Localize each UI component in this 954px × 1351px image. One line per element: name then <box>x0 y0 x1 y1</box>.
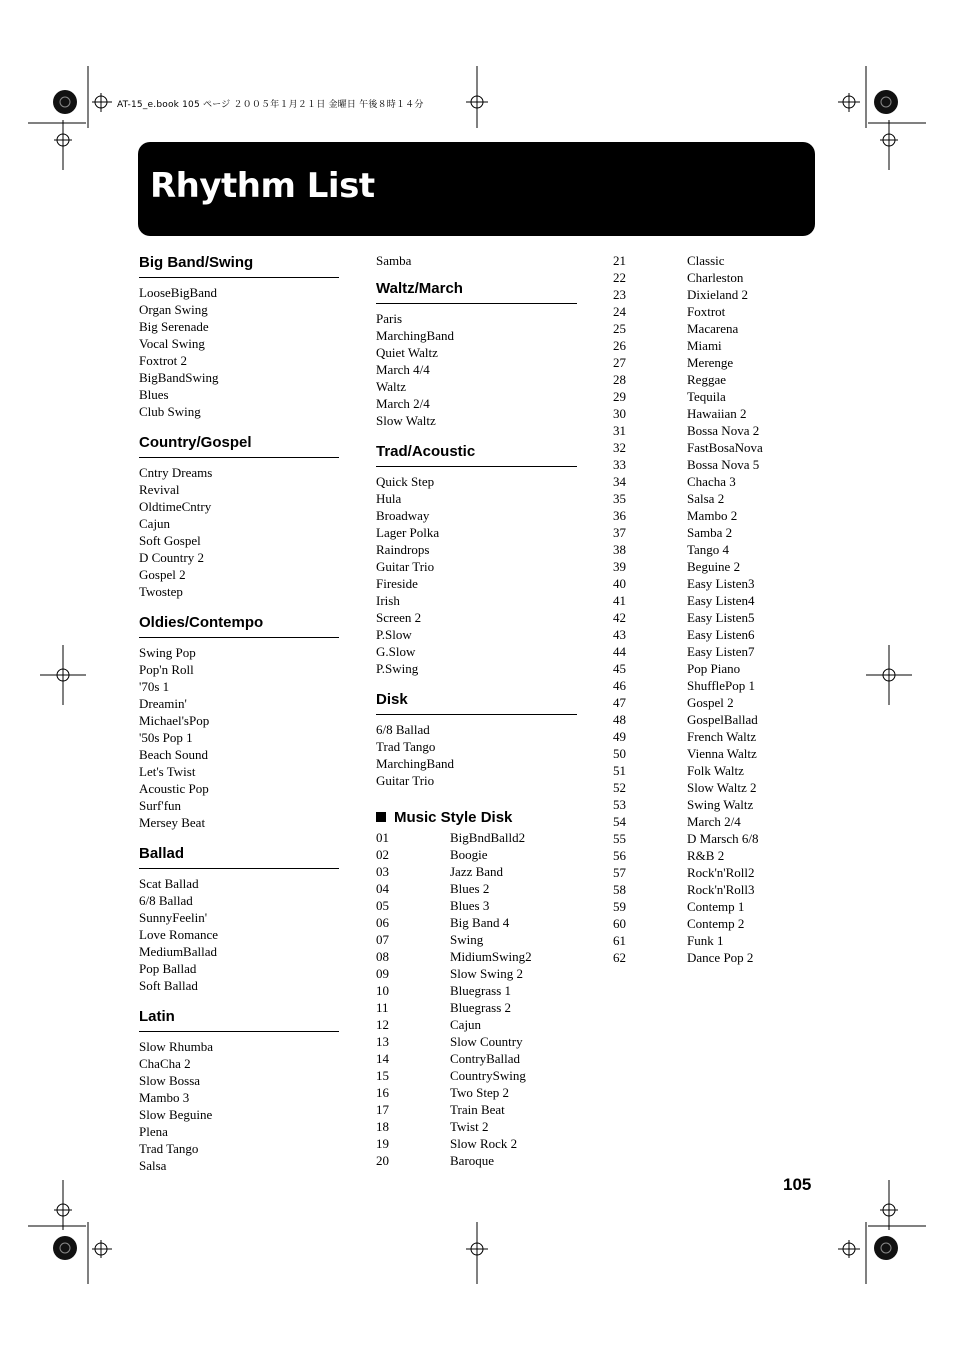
rhythm-row <box>613 354 814 371</box>
rhythm-row <box>376 1118 577 1135</box>
rhythm-row <box>613 864 814 881</box>
rhythm-number: 60 <box>613 916 626 931</box>
list-item: Plena <box>139 1124 168 1139</box>
rhythm-number: 02 <box>376 847 389 862</box>
rhythm-name: Hawaiian 2 <box>687 406 747 421</box>
rhythm-name: ShufflePop 1 <box>687 678 756 693</box>
list-item: MarchingBand <box>376 756 454 771</box>
rhythm-name: Twist 2 <box>450 1119 489 1134</box>
rhythm-row <box>613 830 814 847</box>
rhythm-number: 45 <box>613 661 626 676</box>
rhythm-number: 47 <box>613 695 626 710</box>
list-item: SunnyFeelin' <box>139 910 208 925</box>
rhythm-number: 32 <box>613 440 626 455</box>
rhythm-name: ContryBallad <box>450 1051 521 1066</box>
list-item: Paris <box>376 311 402 326</box>
rhythm-number: 39 <box>613 559 626 574</box>
list-item: Foxtrot 2 <box>139 353 188 368</box>
rhythm-row <box>376 982 577 999</box>
rhythm-name: March 2/4 <box>687 814 741 829</box>
list-item: Slow Bossa <box>139 1073 201 1088</box>
rhythm-row <box>613 898 814 915</box>
rhythm-number: 26 <box>613 338 626 353</box>
rhythm-number: 59 <box>613 899 626 914</box>
rhythm-number: 11 <box>376 1000 389 1015</box>
list-item: ChaCha 2 <box>139 1056 191 1071</box>
list-item: Samba <box>376 253 412 268</box>
rhythm-number: 28 <box>613 372 626 387</box>
rhythm-name: Big Band 4 <box>450 915 510 930</box>
rhythm-number: 52 <box>613 780 626 795</box>
list-item: Scat Ballad <box>139 876 199 891</box>
rhythm-row <box>613 320 814 337</box>
rhythm-number: 61 <box>613 933 626 948</box>
list-item: Raindrops <box>376 542 430 557</box>
rhythm-number: 03 <box>376 864 389 879</box>
list-item: D Country 2 <box>139 550 204 565</box>
list-item: Soft Gospel <box>139 533 201 548</box>
page-title: Rhythm List <box>150 166 375 206</box>
rhythm-name: Jazz Band <box>450 864 504 879</box>
list-item: Vocal Swing <box>139 336 205 351</box>
rhythm-name: Beguine 2 <box>687 559 741 574</box>
rhythm-row <box>376 931 577 948</box>
rhythm-number: 42 <box>613 610 626 625</box>
rhythm-row <box>376 863 577 880</box>
rhythm-number: 27 <box>613 355 626 370</box>
rhythm-number: 43 <box>613 627 626 642</box>
rhythm-row <box>613 541 814 558</box>
rhythm-name: Samba 2 <box>687 525 733 540</box>
rhythm-name: Bossa Nova 2 <box>687 423 760 438</box>
rhythm-row <box>613 745 814 762</box>
rhythm-row <box>613 388 814 405</box>
rhythm-number: 14 <box>376 1051 389 1066</box>
rhythm-number: 22 <box>613 270 626 285</box>
rhythm-row <box>376 948 577 965</box>
rhythm-number: 36 <box>613 508 626 523</box>
list-item: Salsa <box>139 1158 167 1173</box>
rhythm-row <box>376 1033 577 1050</box>
rhythm-name: CountrySwing <box>450 1068 526 1083</box>
list-item: MarchingBand <box>376 328 454 343</box>
rhythm-row <box>613 847 814 864</box>
rhythm-row <box>613 371 814 388</box>
rhythm-name: Slow Rock 2 <box>450 1136 518 1151</box>
list-item: March 4/4 <box>376 362 430 377</box>
rhythm-name: Contemp 1 <box>687 899 745 914</box>
rhythm-name: Bluegrass 1 <box>450 983 512 998</box>
rhythm-name: GospelBallad <box>687 712 758 727</box>
list-item: Acoustic Pop <box>139 781 209 796</box>
rhythm-row <box>613 507 814 524</box>
rhythm-number: 57 <box>613 865 626 880</box>
rhythm-name: Gospel 2 <box>687 695 734 710</box>
rhythm-row <box>613 762 814 779</box>
list-item: Slow Beguine <box>139 1107 213 1122</box>
rhythm-row <box>613 524 814 541</box>
rhythm-number: 29 <box>613 389 626 404</box>
rhythm-number: 37 <box>613 525 626 540</box>
rhythm-number: 17 <box>376 1102 389 1117</box>
rhythm-name: Easy Listen5 <box>687 610 755 625</box>
rhythm-row <box>376 914 577 931</box>
rhythm-row <box>376 880 577 897</box>
print-header: AT-15_e.book 105 ページ ２００５年１月２１日 金曜日 午後８時１４分 <box>117 100 424 110</box>
rhythm-name: Tango 4 <box>687 542 730 557</box>
rhythm-name: Easy Listen4 <box>687 593 755 608</box>
rhythm-number: 06 <box>376 915 389 930</box>
rhythm-number: 07 <box>376 932 389 947</box>
rhythm-number: 49 <box>613 729 626 744</box>
music-style-disk-list <box>376 829 577 1169</box>
rhythm-number: 40 <box>613 576 626 591</box>
list-item: Pop Ballad <box>139 961 197 976</box>
rhythm-name: Dixieland 2 <box>687 287 749 302</box>
list-item: 6/8 Ballad <box>376 722 430 737</box>
list-item: Screen 2 <box>376 610 422 625</box>
rhythm-row <box>613 490 814 507</box>
rhythm-row <box>613 949 814 966</box>
rhythm-number: 48 <box>613 712 626 727</box>
rhythm-row <box>613 558 814 575</box>
section-heading-trad-acoustic: Trad/Acoustic <box>376 441 577 467</box>
rhythm-name: French Waltz <box>687 729 757 744</box>
rhythm-row <box>613 575 814 592</box>
rhythm-row <box>613 813 814 830</box>
rhythm-name: Chacha 3 <box>687 474 736 489</box>
rhythm-name: Classic <box>687 253 725 268</box>
list-item: Lager Polka <box>376 525 440 540</box>
rhythm-row <box>613 779 814 796</box>
rhythm-number: 56 <box>613 848 626 863</box>
rhythm-name: Charleston <box>687 270 744 285</box>
list-item: MediumBallad <box>139 944 217 959</box>
rhythm-row <box>376 999 577 1016</box>
rhythm-name: MidiumSwing2 <box>450 949 532 964</box>
rhythm-number: 12 <box>376 1017 389 1032</box>
rhythm-name: Bossa Nova 5 <box>687 457 760 472</box>
rhythm-name: Foxtrot <box>687 304 726 319</box>
list-item: Hula <box>376 491 402 506</box>
rhythm-name: Merenge <box>687 355 734 370</box>
rhythm-name: Easy Listen6 <box>687 627 755 642</box>
list-item: P.Swing <box>376 661 419 676</box>
list-item: Mersey Beat <box>139 815 206 830</box>
rhythm-number: 33 <box>613 457 626 472</box>
list-item: Big Serenade <box>139 319 209 334</box>
list-item: Michael'sPop <box>139 713 210 728</box>
rhythm-row <box>376 1050 577 1067</box>
rhythm-number: 62 <box>613 950 626 965</box>
rhythm-name: Reggae <box>687 372 726 387</box>
rhythm-number: 20 <box>376 1153 389 1168</box>
rhythm-row <box>613 643 814 660</box>
list-item: Trad Tango <box>376 739 436 754</box>
list-item: Slow Rhumba <box>139 1039 214 1054</box>
section-heading-ballad: Ballad <box>139 843 339 869</box>
rhythm-number: 19 <box>376 1136 389 1151</box>
rhythm-number: 35 <box>613 491 626 506</box>
rhythm-number: 24 <box>613 304 626 319</box>
list-item: Guitar Trio <box>376 559 435 574</box>
rhythm-number: 04 <box>376 881 389 896</box>
rhythm-row <box>376 1067 577 1084</box>
section-heading-oldies-contempo: Oldies/Contempo <box>139 612 339 638</box>
column-1 <box>139 252 339 1186</box>
rhythm-name: Macarena <box>687 321 739 336</box>
rhythm-row <box>613 626 814 643</box>
square-bullet-icon <box>376 812 386 822</box>
rhythm-number: 50 <box>613 746 626 761</box>
rhythm-name: Swing <box>450 932 484 947</box>
rhythm-row <box>376 1135 577 1152</box>
rhythm-row <box>613 337 814 354</box>
list-item: Irish <box>376 593 400 608</box>
rhythm-number: 38 <box>613 542 626 557</box>
column-2 <box>376 252 577 1169</box>
rhythm-number: 10 <box>376 983 389 998</box>
rhythm-name: Easy Listen7 <box>687 644 755 659</box>
list-item: Broadway <box>376 508 430 523</box>
list-item: Cajun <box>139 516 171 531</box>
rhythm-name: Miami <box>687 338 722 353</box>
rhythm-name: Rock'n'Roll3 <box>687 882 755 897</box>
list-item: March 2/4 <box>376 396 430 411</box>
rhythm-row <box>613 609 814 626</box>
rhythm-row <box>376 1101 577 1118</box>
list-item: Soft Ballad <box>139 978 198 993</box>
rhythm-name: Contemp 2 <box>687 916 745 931</box>
list-item: Pop'n Roll <box>139 662 194 677</box>
rhythm-row <box>376 829 577 846</box>
rhythm-name: BigBndBalld2 <box>450 830 526 845</box>
list-item: Quiet Waltz <box>376 345 438 360</box>
section-heading-big-band-swing: Big Band/Swing <box>139 252 339 278</box>
list-item: Gospel 2 <box>139 567 186 582</box>
rhythm-number: 23 <box>613 287 626 302</box>
rhythm-row <box>613 660 814 677</box>
section-heading-disk: Disk <box>376 689 577 715</box>
title-bar <box>138 142 815 236</box>
list-item: Dreamin' <box>139 696 187 711</box>
list-item: '70s 1 <box>139 679 170 694</box>
rhythm-row <box>613 881 814 898</box>
list-item: Quick Step <box>376 474 435 489</box>
list-item: Fireside <box>376 576 418 591</box>
rhythm-name: Boogie <box>450 847 488 862</box>
rhythm-name: Funk 1 <box>687 933 724 948</box>
rhythm-row <box>376 1016 577 1033</box>
rhythm-row <box>376 965 577 982</box>
list-item: Revival <box>139 482 180 497</box>
rhythm-name: Vienna Waltz <box>687 746 757 761</box>
rhythm-name: Rock'n'Roll2 <box>687 865 755 880</box>
rhythm-number: 25 <box>613 321 626 336</box>
rhythm-number: 54 <box>613 814 626 829</box>
rhythm-number: 53 <box>613 797 626 812</box>
list-item: Love Romance <box>139 927 219 942</box>
rhythm-name: Mambo 2 <box>687 508 738 523</box>
list-item: Let's Twist <box>139 764 196 779</box>
rhythm-number: 08 <box>376 949 389 964</box>
list-item: Trad Tango <box>139 1141 199 1156</box>
list-item: Surf'fun <box>139 798 182 813</box>
rhythm-number: 34 <box>613 474 626 489</box>
list-item: OldtimeCntry <box>139 499 212 514</box>
rhythm-row <box>376 1084 577 1101</box>
rhythm-name: Swing Waltz <box>687 797 754 812</box>
rhythm-number: 41 <box>613 593 626 608</box>
rhythm-name: FastBosaNova <box>687 440 763 455</box>
music-style-disk-heading: Music Style Disk <box>376 807 577 829</box>
rhythm-row <box>613 592 814 609</box>
rhythm-name: Baroque <box>450 1153 495 1168</box>
rhythm-row <box>376 846 577 863</box>
rhythm-name: Blues 3 <box>450 898 490 913</box>
rhythm-row <box>613 932 814 949</box>
rhythm-name: Train Beat <box>450 1102 505 1117</box>
section-heading-latin: Latin <box>139 1006 339 1032</box>
rhythm-row <box>613 269 814 286</box>
rhythm-row <box>613 473 814 490</box>
list-item: Organ Swing <box>139 302 208 317</box>
rhythm-name: Blues 2 <box>450 881 490 896</box>
rhythm-row <box>613 728 814 745</box>
list-item: BigBandSwing <box>139 370 219 385</box>
list-item: '50s Pop 1 <box>139 730 193 745</box>
rhythm-number: 55 <box>613 831 626 846</box>
list-item: Twostep <box>139 584 183 599</box>
rhythm-row <box>376 897 577 914</box>
rhythm-number: 16 <box>376 1085 389 1100</box>
rhythm-row <box>613 439 814 456</box>
rhythm-number: 58 <box>613 882 626 897</box>
rhythm-name: Folk Waltz <box>687 763 744 778</box>
rhythm-number: 21 <box>613 253 626 268</box>
rhythm-number: 51 <box>613 763 626 778</box>
rhythm-row <box>613 796 814 813</box>
rhythm-row <box>613 915 814 932</box>
rhythm-name: Easy Listen3 <box>687 576 755 591</box>
section-heading-country-gospel: Country/Gospel <box>139 432 339 458</box>
rhythm-number: 05 <box>376 898 389 913</box>
rhythm-number: 18 <box>376 1119 389 1134</box>
list-item: Waltz <box>376 379 406 394</box>
rhythm-number: 31 <box>613 423 626 438</box>
list-item: Blues <box>139 387 169 402</box>
list-item: 6/8 Ballad <box>139 893 193 908</box>
rhythm-name: Slow Waltz 2 <box>687 780 757 795</box>
rhythm-name: D Marsch 6/8 <box>687 831 759 846</box>
rhythm-row <box>613 286 814 303</box>
rhythm-name: Two Step 2 <box>450 1085 510 1100</box>
rhythm-row <box>613 252 814 269</box>
rhythm-name: Bluegrass 2 <box>450 1000 512 1015</box>
list-item: G.Slow <box>376 644 416 659</box>
rhythm-number: 30 <box>613 406 626 421</box>
rhythm-name: Dance Pop 2 <box>687 950 754 965</box>
column-3 <box>613 252 814 966</box>
rhythm-number: 09 <box>376 966 389 981</box>
rhythm-name: Salsa 2 <box>687 491 725 506</box>
page-number: 105 <box>783 1175 812 1194</box>
rhythm-name: Pop Piano <box>687 661 741 676</box>
rhythm-row <box>613 303 814 320</box>
list-item: Club Swing <box>139 404 201 419</box>
list-item: LooseBigBand <box>139 285 217 300</box>
rhythm-row <box>613 694 814 711</box>
list-item: Swing Pop <box>139 645 196 660</box>
rhythm-row <box>613 422 814 439</box>
rhythm-row <box>613 711 814 728</box>
rhythm-number: 01 <box>376 830 389 845</box>
rhythm-name: Tequila <box>687 389 726 404</box>
rhythm-number: 44 <box>613 644 626 659</box>
rhythm-number: 13 <box>376 1034 389 1049</box>
rhythm-name: R&B 2 <box>687 848 725 863</box>
list-item: P.Slow <box>376 627 412 642</box>
rhythm-number: 15 <box>376 1068 389 1083</box>
rhythm-row <box>613 677 814 694</box>
rhythm-name: Slow Country <box>450 1034 523 1049</box>
rhythm-name: Slow Swing 2 <box>450 966 523 981</box>
rhythm-name: Cajun <box>450 1017 482 1032</box>
rhythm-row <box>613 405 814 422</box>
list-item: Mambo 3 <box>139 1090 190 1105</box>
list-item: Cntry Dreams <box>139 465 213 480</box>
list-item: Slow Waltz <box>376 413 436 428</box>
list-item: Guitar Trio <box>376 773 435 788</box>
section-heading-waltz-march: Waltz/March <box>376 278 577 304</box>
rhythm-number: 46 <box>613 678 626 693</box>
rhythm-row <box>613 456 814 473</box>
list-item: Beach Sound <box>139 747 208 762</box>
rhythm-row <box>376 1152 577 1169</box>
